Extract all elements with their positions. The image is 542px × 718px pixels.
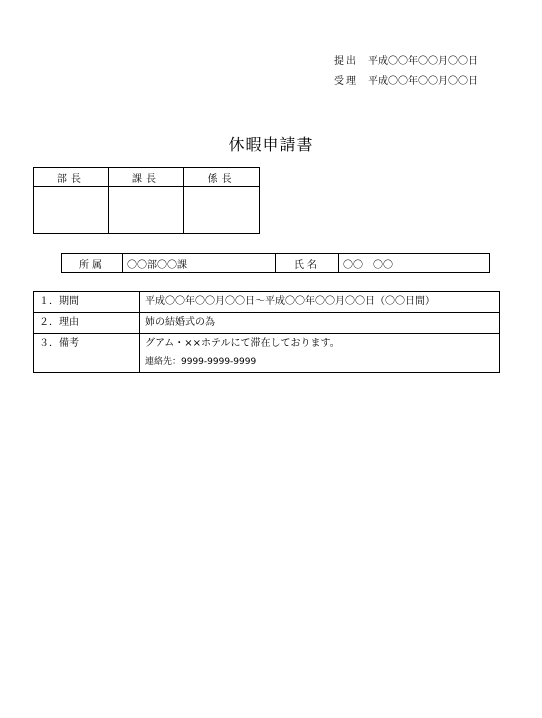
approval-header-supervisor: 係長: [184, 168, 260, 187]
received-date-row: [334, 72, 478, 92]
name-value[interactable]: 〇〇 〇〇: [339, 254, 490, 273]
period-value[interactable]: 平成〇〇年〇〇月〇〇日～平成〇〇年〇〇月〇〇日（〇〇日間）: [140, 292, 500, 313]
submitted-label: 提出: [334, 56, 358, 67]
period-label: １．期間: [34, 292, 140, 313]
contact-note: 連絡先：9999-9999-9999: [145, 357, 257, 367]
stamp-box-supervisor[interactable]: [184, 187, 260, 234]
approval-stamp-table: [33, 167, 260, 234]
submitted-date: 平成〇〇年〇〇月〇〇日: [368, 56, 478, 67]
affiliation-table: [61, 253, 490, 273]
department-value[interactable]: 〇〇部〇〇課: [123, 254, 276, 273]
received-date: 平成〇〇年〇〇月〇〇日: [368, 76, 478, 87]
remarks-label: ３．備考: [34, 334, 140, 373]
submitted-date-row: [334, 52, 478, 72]
name-label: 氏名: [276, 254, 339, 273]
remarks-value: グアム・××ホテルにて滞在しております。: [145, 338, 340, 349]
details-table: [33, 291, 500, 373]
reason-label: ２．理由: [34, 313, 140, 334]
remarks-cell[interactable]: [140, 334, 500, 373]
stamp-box-section-chief[interactable]: [108, 187, 184, 234]
department-label: 所属: [62, 254, 123, 273]
stamp-box-manager[interactable]: [34, 187, 109, 234]
reason-value[interactable]: 姉の結婚式の為: [140, 313, 500, 334]
table-row: [34, 334, 500, 373]
date-block: [334, 52, 478, 92]
approval-header-section-chief: 課長: [108, 168, 184, 187]
table-row: [34, 292, 500, 313]
table-row: [34, 313, 500, 334]
received-label: 受理: [334, 76, 358, 87]
document-title: 休暇申請書: [228, 135, 314, 154]
approval-header-manager: 部長: [34, 168, 109, 187]
